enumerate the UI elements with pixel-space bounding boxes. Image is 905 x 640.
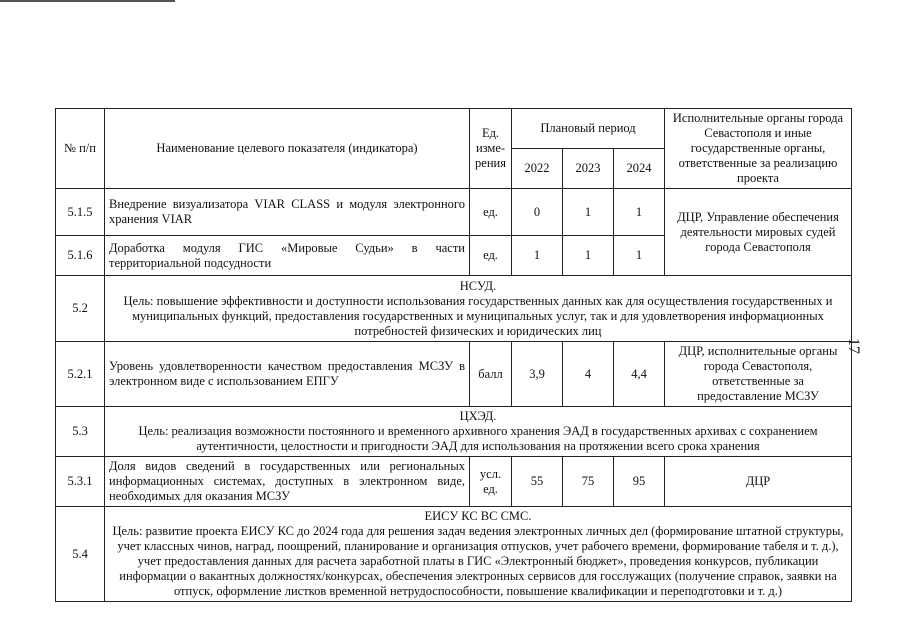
row-value-2023: 4 (563, 342, 614, 407)
section-title: НСУД. (459, 278, 497, 293)
row-value-2023: 1 (563, 189, 614, 236)
section-text: Цель: реализация возможности постоянного и временного архивного хранения ЭАД в государственных архивах с сохранением аутентичности, целостности и пригодности ЭАД для использования на протяжении всего срока хранения (138, 424, 818, 453)
header-unit: Ед. изме-рения (470, 109, 512, 189)
section-num: 5.3 (56, 407, 105, 457)
row-value-2022: 3,9 (512, 342, 563, 407)
section-cell (105, 407, 852, 457)
row-value-2023: 1 (563, 236, 614, 276)
section-title: ЦХЭД. (459, 409, 497, 423)
header-exec: Исполнительные органы города Севастополя и иные государственные органы, ответственные за реализацию проекта (665, 109, 852, 189)
row-name: Доработка модуля ГИС «Мировые Судьи» в части территориальной подсудности (105, 236, 470, 276)
header-name: Наименование целевого показателя (индикатора) (105, 109, 470, 189)
header-num: № п/п (56, 109, 105, 189)
header-row-1 (56, 109, 852, 149)
section-row (56, 507, 852, 602)
row-exec: ДЦР, Управление обеспечения деятельности мировых судей города Севастополя (665, 189, 852, 276)
top-rule (0, 0, 175, 2)
section-title: ЕИСУ КС ВС СМС. (424, 509, 532, 523)
indicators-table (55, 108, 852, 602)
header-period: Плановый период (512, 109, 665, 149)
row-value-2024: 95 (614, 457, 665, 507)
row-exec: ДЦР, исполнительные органы города Севастополя, ответственные за предоставление МСЗУ (665, 342, 852, 407)
section-cell (105, 276, 852, 342)
header-year-2023: 2023 (563, 149, 614, 189)
section-row (56, 407, 852, 457)
table-row (56, 189, 852, 236)
section-text: Цель: повышение эффективности и доступности использования государственных данных как для осуществления государственных и муниципальных функций, предоставления государственных и муниципальных услуг, так и для удовлетворения информационных потребностей физических и юридических лиц (123, 293, 833, 338)
row-value-2023: 75 (563, 457, 614, 507)
row-value-2022: 55 (512, 457, 563, 507)
row-num: 5.3.1 (56, 457, 105, 507)
page-number: 17 (845, 338, 862, 354)
row-num: 5.1.5 (56, 189, 105, 236)
row-unit: балл (470, 342, 512, 407)
section-cell (105, 507, 852, 602)
header-year-2022: 2022 (512, 149, 563, 189)
table-row (56, 342, 852, 407)
row-unit: усл. ед. (470, 457, 512, 507)
table-row (56, 457, 852, 507)
section-num: 5.2 (56, 276, 105, 342)
row-value-2024: 1 (614, 236, 665, 276)
row-value-2022: 0 (512, 189, 563, 236)
row-unit: ед. (470, 236, 512, 276)
row-num: 5.1.6 (56, 236, 105, 276)
row-name: Доля видов сведений в государственных или региональных информационных системах, доступных в электронном виде, необходимых для оказания МСЗУ (105, 457, 470, 507)
row-exec: ДЦР (665, 457, 852, 507)
section-num: 5.4 (56, 507, 105, 602)
header-year-2024: 2024 (614, 149, 665, 189)
section-row (56, 276, 852, 342)
row-name: Уровень удовлетворенности качеством предоставления МСЗУ в электронном виде с использованием ЕПГУ (105, 342, 470, 407)
section-text: Цель: развитие проекта ЕИСУ КС до 2024 года для решения задач ведения электронных личных дел (формирование штатной структуры, учет классных чинов, наград, поощрений, планирование и организация отпусков, учет рабочего времени, формирование табеля и т. д.), учет предоставления данных для расчета заработной платы в ГИС «Электронный бюджет», проведения конкурсов, публикации информации о вакантных должностях/конкурсах, обеспечения электронных сервисов для госслужащих (получение справок, заявки на отпуск, оформление листков временной нетрудоспособности, повышение квалификации и переподготовки и т. д.) (112, 524, 844, 598)
row-unit: ед. (470, 189, 512, 236)
row-value-2024: 1 (614, 189, 665, 236)
row-name: Внедрение визуализатора VIAR CLASS и модуля электронного хранения VIAR (105, 189, 470, 236)
row-num: 5.2.1 (56, 342, 105, 407)
row-value-2024: 4,4 (614, 342, 665, 407)
row-value-2022: 1 (512, 236, 563, 276)
